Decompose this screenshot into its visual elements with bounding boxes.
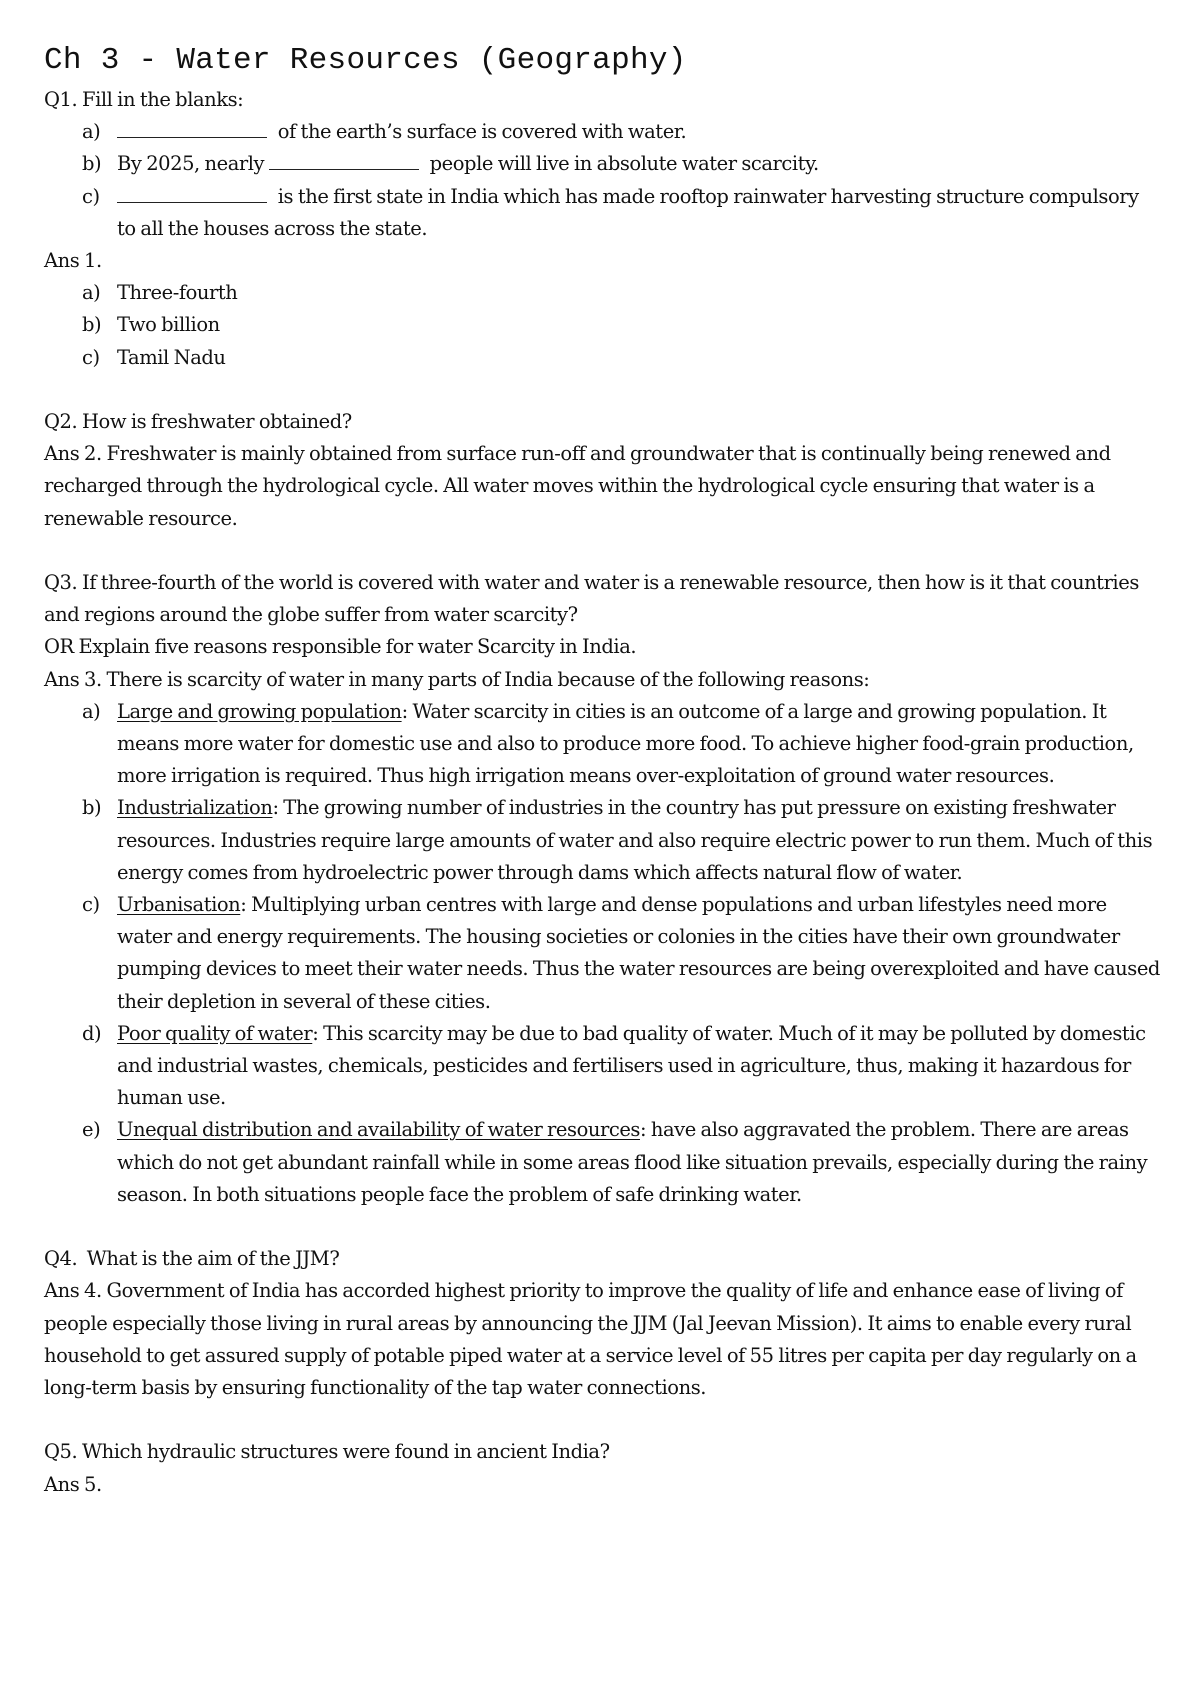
reason-heading: Urbanisation: [117, 893, 241, 917]
list-item: [44, 1018, 1160, 1115]
spacer: [44, 1211, 1160, 1243]
reason-heading: Unequal distribution and availability of water resources: [117, 1118, 640, 1142]
list-item: [44, 116, 1160, 148]
list-marker: d): [82, 1021, 102, 1045]
blank-line: [117, 117, 267, 138]
spacer: [44, 535, 1160, 567]
list-item: [44, 309, 1160, 341]
blank-line: [117, 182, 267, 203]
answer-label: Ans 5.: [44, 1472, 102, 1496]
question-text: Q5. Which hydraulic structures were found in ancient India?: [44, 1440, 610, 1464]
fill-blanks-list: [44, 116, 1160, 245]
list-item: [44, 342, 1160, 374]
list-marker: a): [82, 120, 101, 144]
item-text: people will live in absolute water scarcity.: [424, 152, 819, 176]
answer-text: Three-fourth: [117, 281, 238, 305]
item-text: of the earth’s surface is covered with water.: [273, 120, 687, 144]
spacer: [44, 374, 1160, 406]
item-text: By 2025, nearly: [117, 152, 269, 176]
reason-text: : This scarcity may be due to bad quality of water. Much of it may be polluted by domestic and industrial wastes, chemicals, pesticides and fertilisers used in agriculture, thus, making it hazardous for human use.: [117, 1021, 1146, 1110]
list-marker: a): [82, 281, 101, 305]
list-item: [44, 792, 1160, 889]
reason-text: : Water scarcity in cities is an outcome of a large and growing population. It means more water for domestic use and also to produce more food. To achieve higher food-grain production, more irrigation is required. Thus high irrigation means over-exploitation of ground water resources.: [117, 699, 1134, 788]
question-text: Q4. What is the aim of the JJM?: [44, 1247, 340, 1271]
answer-text: Two billion: [117, 313, 220, 337]
question-text: Q2. How is freshwater obtained?: [44, 410, 352, 434]
reason-heading: Industrialization: [117, 796, 273, 820]
answers-list: [44, 277, 1160, 374]
reason-text: : Multiplying urban centres with large and dense populations and urban lifestyles need more water and energy requirements. The housing societies or colonies in the cities have their own groundwater pumping devices to meet their water needs. Thus the water resources are being overexploited and have caused their depletion in several of these cities.: [117, 893, 1160, 1013]
question-5: [44, 1436, 1160, 1500]
reason-heading: Poor quality of water: [117, 1021, 313, 1045]
list-item: [44, 148, 1160, 180]
question-text: Q1. Fill in the blanks:: [44, 88, 244, 111]
list-marker: c): [82, 345, 100, 369]
list-marker: b): [82, 152, 102, 176]
list-marker: e): [82, 1118, 101, 1142]
list-marker: c): [82, 893, 100, 917]
spacer: [44, 1404, 1160, 1436]
list-item: [44, 1114, 1160, 1211]
document-page: [44, 38, 1160, 1501]
list-marker: b): [82, 313, 102, 337]
reason-text: : have also aggravated the problem. There are areas which do not get abundant rainfall while in some areas flood like situation prevails, especially during the rainy season. In both situations people face the problem of safe drinking water.: [117, 1118, 1148, 1206]
answer-intro: Ans 3. There is scarcity of water in many parts of India because of the following reasons:: [44, 667, 870, 691]
list-item: [44, 181, 1160, 245]
question-text: Q3. If three-fourth of the world is covered with water and water is a renewable resource, then how is it that countries and regions around the globe suffer from water scarcity?: [44, 571, 1139, 627]
answer-label: Ans 1.: [44, 249, 102, 273]
list-marker: c): [82, 184, 100, 208]
question-2: [44, 406, 1160, 535]
alt-question-text: OR Explain five reasons responsible for water Scarcity in India.: [44, 635, 637, 659]
answer-text: Ans 2. Freshwater is mainly obtained from surface run-off and groundwater that is continually being renewed and recharged through the hydrological cycle. All water moves within the hydrological cycle ensuring that water is a renewable resource.: [44, 442, 1111, 530]
list-item: [44, 696, 1160, 793]
question-4: [44, 1243, 1160, 1404]
item-text: is the first state in India which has made rooftop rainwater harvesting structure compulsory to all the houses across the state.: [117, 184, 1139, 240]
page-title: Ch 3 - Water Resources (Geography): [44, 43, 687, 78]
reason-text: : The growing number of industries in the country has put pressure on existing freshwater resources. Industries require large amounts of water and also require electric power to run them. Much of this energy comes from hydroelectric power through dams which affects natural flow of water.: [117, 796, 1153, 884]
question-3: [44, 567, 1160, 1211]
list-marker: a): [82, 699, 101, 723]
answer-text: Ans 4. Government of India has accorded highest priority to improve the quality of life and enhance ease of living of people especially those living in rural areas by announcing the JJM (Jal Jeevan Mission). It aims to enable every rural household to get assured supply of potable piped water at a service level of 55 litres per capita per day regularly on a long-term basis by ensuring functionality of the tap water connections.: [44, 1279, 1137, 1400]
reason-heading: Large and growing population: [117, 699, 402, 723]
list-item: [44, 277, 1160, 309]
list-item: [44, 889, 1160, 1018]
question-1: [44, 84, 1160, 374]
list-marker: b): [82, 796, 102, 820]
reasons-list: [44, 696, 1160, 1211]
blank-line: [269, 149, 419, 170]
answer-text: Tamil Nadu: [117, 345, 226, 369]
